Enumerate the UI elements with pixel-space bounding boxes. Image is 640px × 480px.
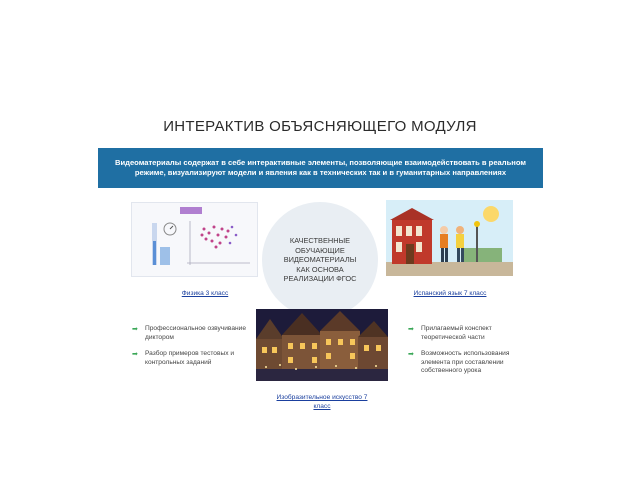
circle-line-4: КАК ОСНОВА <box>296 264 344 274</box>
center-circle <box>262 202 378 318</box>
circle-line-2: ОБУЧАЮЩИЕ <box>295 245 345 255</box>
left-feature-text: Профессиональное озвучивание диктором <box>145 325 246 341</box>
arrow-right-icon: ➡ <box>408 351 414 359</box>
arrow-right-icon: ➡ <box>408 326 414 333</box>
art-video-thumbnail[interactable] <box>256 309 388 381</box>
right-feature-text: Возможность использования элемента при составлении собственного урока <box>421 350 510 375</box>
right-feature-list <box>408 325 516 384</box>
left-feature-item <box>132 325 250 342</box>
art-caption-line-1: Изобразительное искусство 7 <box>276 394 368 401</box>
arrow-right-icon: ➡ <box>132 326 138 333</box>
art-caption[interactable] <box>262 394 382 411</box>
right-feature-item <box>408 325 516 342</box>
spanish-caption[interactable]: Испанский язык 7 класс <box>413 290 487 297</box>
left-feature-list <box>132 325 250 375</box>
right-feature-item <box>408 350 516 376</box>
art-illustration <box>256 309 388 381</box>
circle-line-3: ВИДЕОМАТЕРИАЛЫ <box>283 255 357 265</box>
info-banner: Видеоматериалы содержат в себе интерактивные элементы, позволяющие взаимодействовать в реальном режиме, визуализируют модели и явления как в технических так и в гуманитарных направлениях <box>98 148 543 188</box>
spanish-illustration <box>386 200 513 276</box>
physics-video-thumbnail[interactable] <box>131 202 258 277</box>
circle-line-5: РЕАЛИЗАЦИИ ФГОС <box>283 274 357 284</box>
circle-line-1: КАЧЕСТВЕННЫЕ <box>289 236 351 246</box>
right-feature-text: Прилагаемый конспект теоретической части <box>421 325 492 341</box>
spanish-video-thumbnail[interactable] <box>386 200 513 276</box>
physics-caption[interactable]: Физика 3 класс <box>181 290 229 297</box>
slide-title: ИНТЕРАКТИВ ОБЪЯСНЯЮЩЕГО МОДУЛЯ <box>163 118 477 135</box>
arrow-right-icon: ➡ <box>132 351 138 359</box>
left-feature-item <box>132 350 250 367</box>
physics-illustration <box>132 203 258 277</box>
art-caption-line-2: класс <box>313 402 331 410</box>
left-feature-text: Разбор примеров тестовых и контрольных заданий <box>145 350 235 366</box>
